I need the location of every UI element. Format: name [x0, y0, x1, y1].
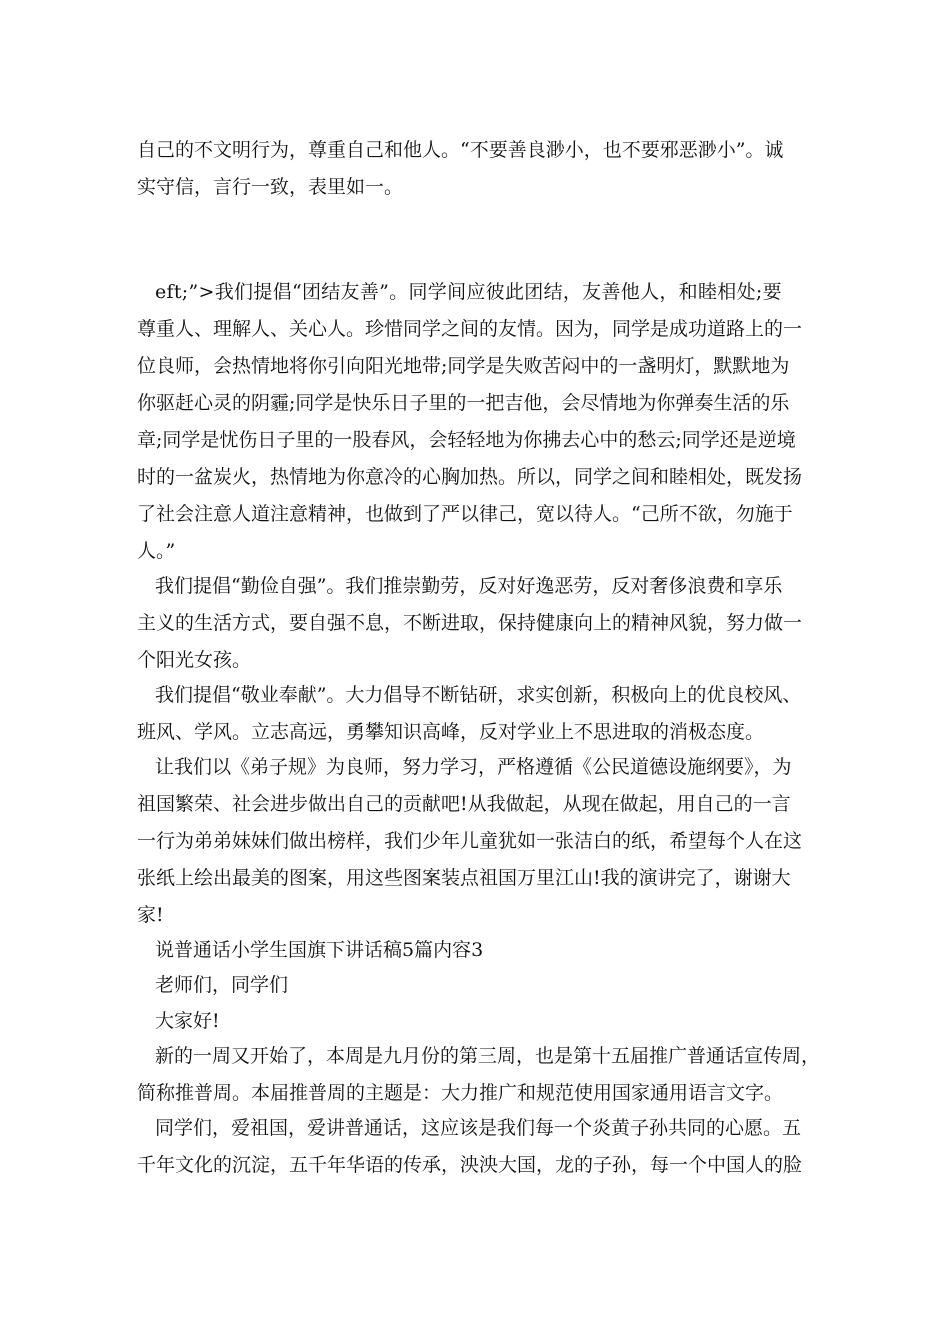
text-line: eft;”>我们提倡“团结友善”。同学间应彼此团结，友善他人，和睦相处;要	[155, 281, 782, 303]
text-line: 尊重人、理解人、关心人。珍惜同学之间的友情。因为，同学是成功道路上的一	[137, 318, 803, 340]
text-line: 家!	[137, 904, 164, 926]
text-line: 时的一盆炭火，热情地为你意冷的心胸加热。所以，同学之间和睦相处，既发扬	[137, 466, 803, 488]
text-line: 一行为弟弟妹妹们做出榜样，我们少年儿童犹如一张洁白的纸，希望每个人在这	[137, 830, 803, 852]
text-line: 主义的生活方式，要自强不息，不断进取，保持健康向上的精神风貌，努力做一	[137, 612, 803, 634]
text-line: 大家好!	[155, 1010, 220, 1032]
text-line: 老师们，同学们	[155, 974, 289, 996]
section-heading: 说普通话小学生国旗下讲话稿5篇内容3	[155, 939, 484, 961]
text-line: 自己的不文明行为，尊重自己和他人。“不要善良渺小，也不要邪恶渺小”。诚	[137, 139, 784, 161]
text-line: 我们提倡“勤俭自强”。我们推崇勤劳，反对好逸恶劳，反对奢侈浪费和享乐	[155, 575, 783, 597]
text-line: 千年文化的沉淀，五千年华语的传承，泱泱大国，龙的子孙，每一个中国人的脸	[137, 1154, 803, 1176]
text-line: 祖国繁荣、社会进步做出自己的贡献吧!从我做起，从现在做起，用自己的一言	[137, 793, 791, 815]
text-line: 个阳光女孩。	[137, 649, 252, 671]
text-line: 班风、学风。立志高远，勇攀知识高峰，反对学业上不思进取的消极态度。	[137, 721, 765, 743]
text-line: 人。”	[137, 540, 176, 562]
text-line: 实守信，言行一致，表里如一。	[137, 176, 404, 198]
text-line: 新的一周又开始了，本周是九月份的第三周，也是第十五届推广普通话宣传周，	[155, 1045, 821, 1067]
text-line: 我们提倡“敬业奉献”。大力倡导不断钻研，求实创新，积极向上的优良校风、	[155, 684, 802, 706]
text-line: 简称推普周。本届推普周的主题是：大力推广和规范使用国家通用语言文字。	[137, 1082, 784, 1104]
text-line: 了社会注意人道注意精神，也做到了严以律己，宽以待人。“己所不欲，勿施于	[137, 503, 793, 525]
text-line: 位良师，会热情地将你引向阳光地带;同学是失败苦闷中的一盏明灯，默默地为	[137, 355, 790, 377]
text-line: 你驱赶心灵的阴霾;同学是快乐日子里的一把吉他，会尽情地为你弹奏生活的乐	[137, 392, 790, 414]
text-line: 同学们，爱祖国，爱讲普通话，这应该是我们每一个炎黄子孙共同的心愿。五	[155, 1117, 802, 1139]
text-line: 张纸上绘出最美的图案，用这些图案装点祖国万里江山!我的演讲完了，谢谢大	[137, 867, 791, 889]
text-line: 章;同学是忧伤日子里的一股春风，会轻轻地为你拂去心中的愁云;同学还是逆境	[137, 429, 796, 451]
text-line: 让我们以《弟子规》为良师，努力学习，严格遵循《公民道德设施纲要》，为	[155, 756, 792, 778]
